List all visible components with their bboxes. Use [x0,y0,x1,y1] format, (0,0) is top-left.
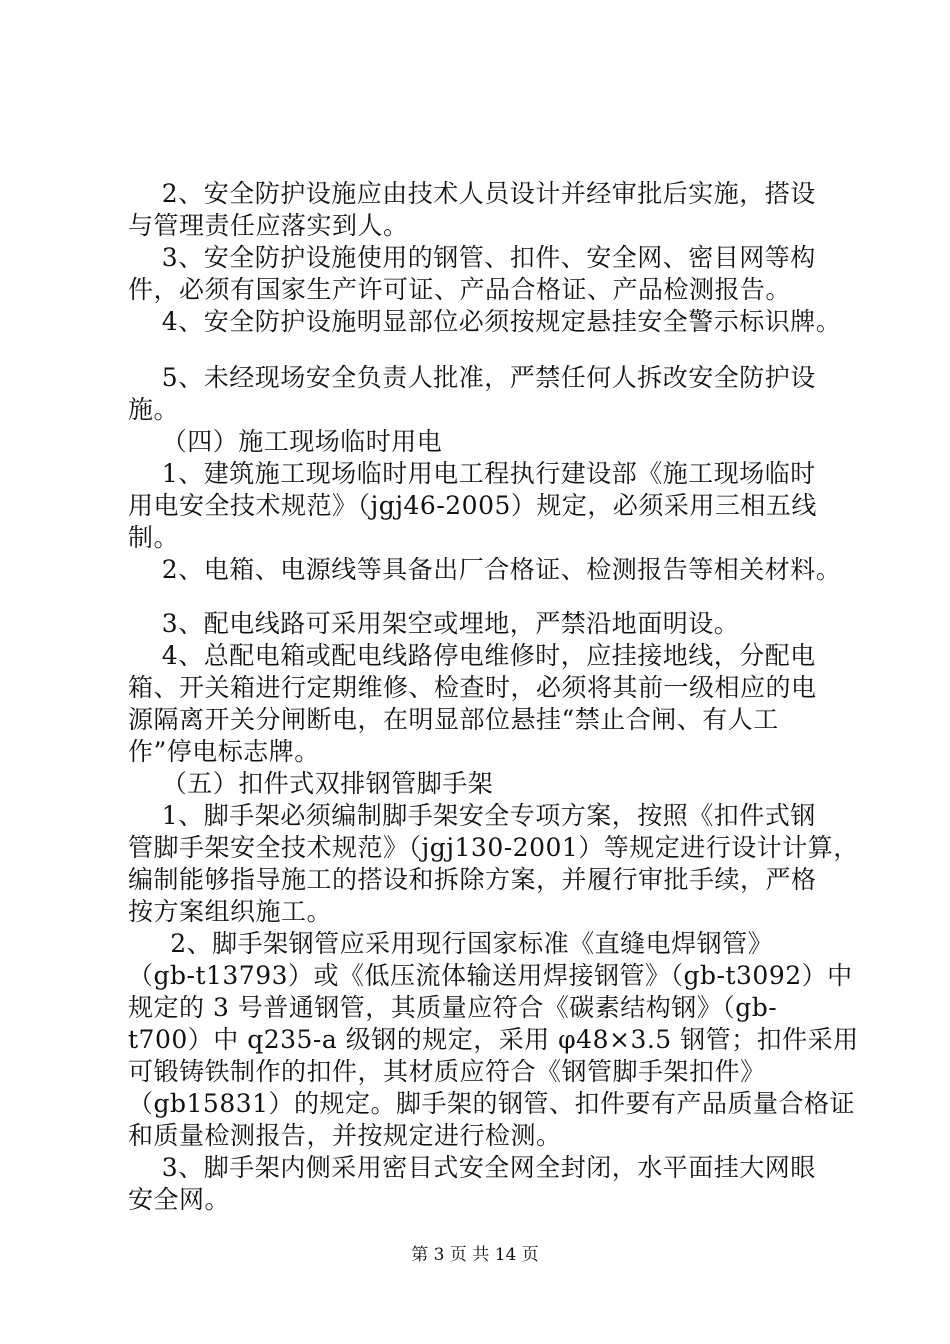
body-text-line: 按方案组织施工。 [128,897,333,926]
body-text-line: 和质量检测报告，并按规定进行检测。 [128,1121,562,1150]
body-text-line: （gb-t13793）或《低压流体输送用焊接钢管》（gb-t3092）中 [128,961,853,990]
body-text-line: 规定的 3 号普通钢管，其质量应符合《碳素结构钢》（gb- [128,993,778,1022]
body-text-line: 5、未经现场安全负责人批准，严禁任何人拆改安全防护设 [128,363,816,392]
body-text-line: 作”停电标志牌。 [128,737,320,766]
body-text-line: 管脚手架安全技术规范》（jgj130-2001）等规定进行设计计算， [128,833,859,862]
body-text-line: 3、配电线路可采用架空或埋地，严禁沿地面明设。 [128,609,740,638]
body-text-line: t700）中 q235-a 级钢的规定，采用 φ48×3.5 钢管；扣件采用 [128,1025,859,1054]
body-text-line: 编制能够指导施工的搭设和拆除方案，并履行审批手续，严格 [128,865,817,894]
body-text-line: 3、安全防护设施使用的钢管、扣件、安全网、密目网等构 [128,243,816,272]
body-text-line: 2、电箱、电源线等具备出厂合格证、检测报告等相关材料。 [128,555,842,584]
body-text-line: 用电安全技术规范》（jgj46-2005）规定，必须采用三相五线 [128,491,817,520]
body-text-line: 4、安全防护设施明显部位必须按规定悬挂安全警示标识牌。 [128,307,842,336]
body-text-line: 可锻铸铁制作的扣件，其材质应符合《钢管脚手架扣件》 [128,1057,766,1086]
body-text-line: 4、总配电箱或配电线路停电维修时，应挂接地线，分配电 [128,641,816,670]
body-text-line: 制。 [128,523,180,552]
body-text-line: 件，必须有国家生产许可证、产品合格证、产品检测报告。 [128,275,792,304]
body-text-line: 2、安全防护设施应由技术人员设计并经审批后实施，搭设 [128,179,816,208]
body-text-line: 安全网。 [128,1185,231,1214]
body-text-line: 箱、开关箱进行定期维修、检查时，必须将其前一级相应的电 [128,673,817,702]
body-text-line: 3、脚手架内侧采用密目式安全网全封闭，水平面挂大网眼 [128,1153,816,1182]
body-text-line: 源隔离开关分闸断电，在明显部位悬挂“禁止合闸、有人工 [128,705,779,734]
body-text-line: 与管理责任应落实到人。 [128,211,409,240]
section-heading: （五）扣件式双排钢管脚手架 [128,769,494,798]
body-text-line: 施。 [128,395,180,424]
body-text-line: （gb15831）的规定。脚手架的钢管、扣件要有产品质量合格证 [128,1089,856,1118]
section-heading: （四）施工现场临时用电 [128,427,443,456]
page-number-footer: 第 3 页 共 14 页 [411,1245,539,1265]
body-text-line: 2、脚手架钢管应采用现行国家标准《直缝电焊钢管》 [128,929,774,958]
body-text-line: 1、建筑施工现场临时用电工程执行建设部《施工现场临时 [128,459,816,488]
body-text-line: 1、脚手架必须编制脚手架安全专项方案，按照《扣件式钢 [128,801,816,830]
